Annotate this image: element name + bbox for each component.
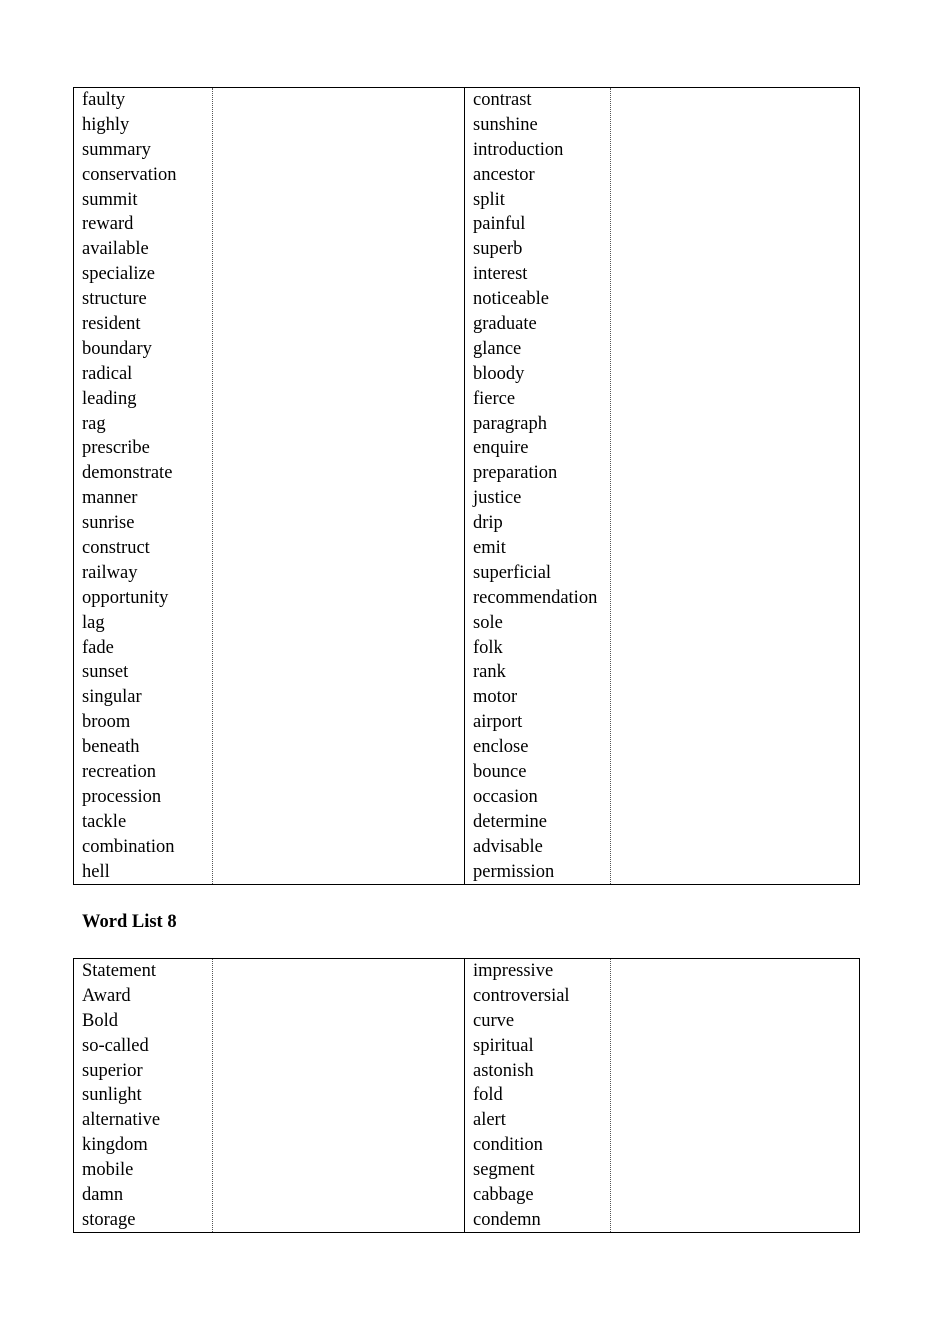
word-item: paragraph [473, 413, 547, 434]
word-item: motor [473, 687, 518, 708]
word-item: mobile [82, 1160, 134, 1181]
word-item: segment [473, 1160, 535, 1181]
word-item: recommendation [473, 587, 598, 608]
word-item: sunrise [82, 513, 135, 534]
word-column-right [465, 88, 611, 884]
word-item: painful [473, 214, 526, 235]
word-item: superior [82, 1060, 143, 1081]
word-item: spiritual [473, 1035, 534, 1056]
word-item: demonstrate [82, 463, 173, 484]
word-item: Bold [82, 1010, 118, 1031]
word-item: singular [82, 687, 142, 708]
word-item: fierce [473, 388, 516, 409]
word-item: advisable [473, 836, 543, 857]
word-item: tackle [82, 811, 127, 832]
word-item: occasion [473, 786, 538, 807]
word-item: procession [82, 786, 162, 807]
answer-column-right [611, 959, 859, 1232]
word-item: kingdom [82, 1135, 148, 1156]
word-item: contrast [473, 90, 532, 110]
word-item: introduction [473, 139, 564, 160]
section-heading: Word List 8 [82, 912, 177, 932]
word-item: specialize [82, 264, 155, 285]
word-item: conservation [82, 164, 177, 185]
word-item: condition [473, 1135, 543, 1156]
word-column-right [465, 959, 611, 1232]
word-item: condemn [473, 1209, 541, 1230]
word-item: controversial [473, 985, 570, 1006]
word-item: superb [473, 239, 523, 260]
word-column-left [74, 959, 213, 1232]
word-item: emit [473, 538, 506, 559]
word-item: available [82, 239, 149, 260]
word-item: resident [82, 314, 141, 335]
word-item: rank [473, 662, 506, 683]
word-item: alert [473, 1110, 506, 1131]
word-item: enclose [473, 737, 529, 758]
word-item: noticeable [473, 289, 550, 310]
word-item: Award [82, 985, 131, 1006]
word-item: construct [82, 538, 150, 559]
word-item: faulty [82, 90, 126, 110]
answer-column-left [213, 959, 465, 1232]
word-list [74, 959, 212, 1233]
word-item: radical [82, 363, 133, 384]
word-item: sunlight [82, 1085, 142, 1106]
word-list [465, 88, 610, 885]
word-item: Statement [82, 961, 156, 981]
word-item: enquire [473, 438, 529, 459]
word-item: hell [82, 861, 110, 882]
word-table-2 [73, 958, 860, 1233]
word-item: curve [473, 1010, 515, 1031]
answer-column-right [611, 88, 859, 884]
word-item: lag [82, 612, 105, 633]
word-column-left [74, 88, 213, 884]
word-item: combination [82, 836, 175, 857]
word-item: summary [82, 139, 151, 160]
word-item: bounce [473, 762, 527, 783]
word-item: summit [82, 189, 138, 210]
word-item: drip [473, 513, 503, 534]
word-item: highly [82, 114, 130, 135]
word-item: fade [82, 637, 114, 658]
word-item: cabbage [473, 1185, 534, 1206]
word-item: sole [473, 612, 503, 633]
word-item: damn [82, 1185, 124, 1206]
word-item: beneath [82, 737, 140, 758]
word-item: alternative [82, 1110, 161, 1131]
word-item: airport [473, 712, 523, 733]
word-item: permission [473, 861, 555, 882]
word-item: bloody [473, 363, 525, 384]
word-item: prescribe [82, 438, 150, 459]
word-list [465, 959, 610, 1233]
word-item: reward [82, 214, 134, 235]
word-item: justice [473, 488, 522, 509]
word-item: determine [473, 811, 547, 832]
word-item: leading [82, 388, 137, 409]
word-item: boundary [82, 338, 152, 359]
word-item: so-called [82, 1035, 149, 1056]
word-list [74, 88, 212, 885]
word-item: broom [82, 712, 131, 733]
word-item: opportunity [82, 587, 169, 608]
word-item: storage [82, 1209, 136, 1230]
word-item: superficial [473, 562, 552, 583]
word-item: manner [82, 488, 138, 509]
word-item: ancestor [473, 164, 535, 185]
word-item: glance [473, 338, 522, 359]
word-table-1 [73, 87, 860, 885]
word-item: interest [473, 264, 528, 285]
word-item: graduate [473, 314, 537, 335]
word-item: fold [473, 1085, 503, 1106]
word-item: sunset [82, 662, 129, 683]
word-item: railway [82, 562, 138, 583]
word-item: rag [82, 413, 106, 434]
answer-column-left [213, 88, 465, 884]
word-item: folk [473, 637, 503, 658]
word-item: preparation [473, 463, 558, 484]
word-item: sunshine [473, 114, 538, 135]
word-item: astonish [473, 1060, 534, 1081]
word-item: impressive [473, 961, 554, 981]
word-item: structure [82, 289, 147, 310]
word-item: split [473, 189, 505, 210]
word-item: recreation [82, 762, 156, 783]
